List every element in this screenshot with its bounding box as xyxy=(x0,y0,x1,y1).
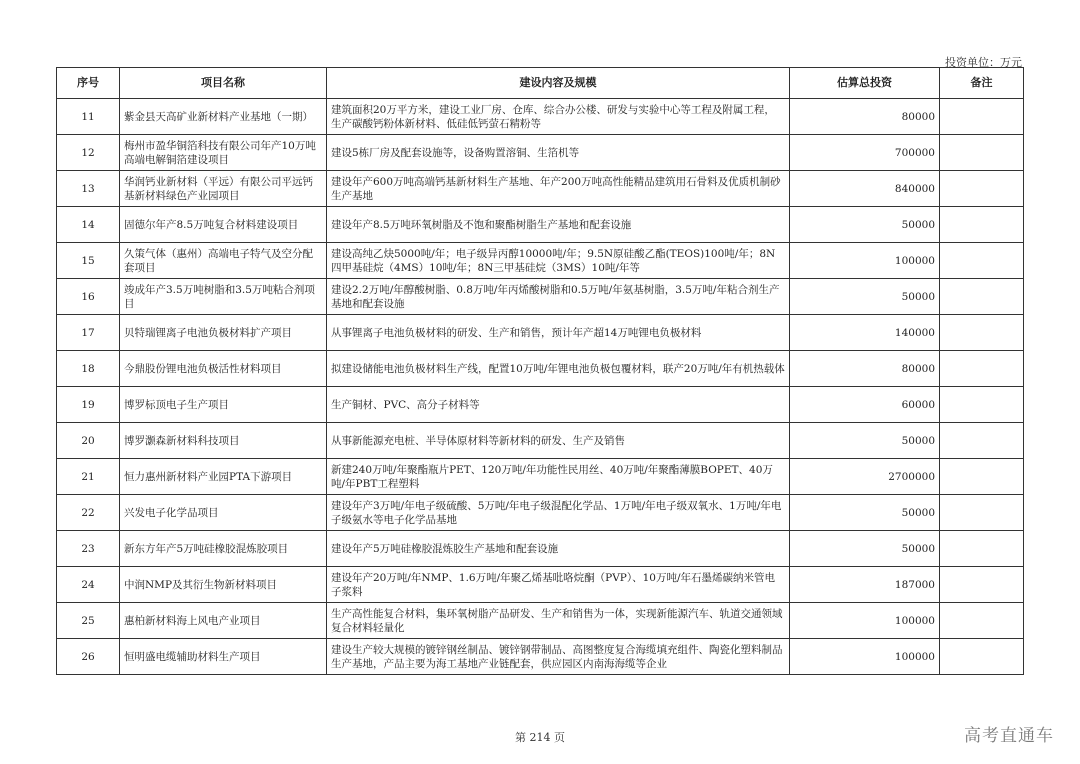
cell-scale: 建设年产600万吨高端钙基新材料生产基地、年产200万吨高性能精品建筑用石骨料及优质机制砂生产基地 xyxy=(327,171,790,207)
cell-scale: 建设高纯乙炔5000吨/年；电子级异丙醇10000吨/年；9.5N原硅酸乙酯(TEOS)100吨/年；8N四甲基硅烷（4MS）10吨/年；8N三甲基硅烷（3MS）10吨/年等 xyxy=(327,243,790,279)
cell-no: 19 xyxy=(57,387,120,423)
cell-remark xyxy=(940,99,1024,135)
table-row xyxy=(57,495,1024,531)
cell-project-name: 今鼎股份锂电池负极活性材料项目 xyxy=(120,351,327,387)
cell-project-name: 恒明盛电缆辅助材料生产项目 xyxy=(120,639,327,675)
cell-project-name: 紫金县天高矿业新材料产业基地（一期） xyxy=(120,99,327,135)
table-row xyxy=(57,171,1024,207)
cell-investment: 50000 xyxy=(790,279,940,315)
cell-project-name: 久策气体（惠州）高端电子特气及空分配套项目 xyxy=(120,243,327,279)
cell-no: 18 xyxy=(57,351,120,387)
cell-no: 20 xyxy=(57,423,120,459)
table-row xyxy=(57,639,1024,675)
cell-investment: 140000 xyxy=(790,315,940,351)
cell-no: 17 xyxy=(57,315,120,351)
header-no: 序号 xyxy=(57,68,120,99)
cell-no: 24 xyxy=(57,567,120,603)
cell-investment: 50000 xyxy=(790,531,940,567)
table-row xyxy=(57,459,1024,495)
cell-remark xyxy=(940,315,1024,351)
cell-project-name: 贝特瑞锂离子电池负极材料扩产项目 xyxy=(120,315,327,351)
header-name: 项目名称 xyxy=(120,68,327,99)
cell-scale: 建设年产3万吨/年电子级硫酸、5万吨/年电子级混配化学品、1万吨/年电子级双氧水、1万吨/年电子级氨水等电子化学品基地 xyxy=(327,495,790,531)
cell-investment: 2700000 xyxy=(790,459,940,495)
cell-scale: 拟建设储能电池负极材料生产线，配置10万吨/年锂电池负极包覆材料，联产20万吨/年有机热载体 xyxy=(327,351,790,387)
cell-remark xyxy=(940,351,1024,387)
cell-remark xyxy=(940,423,1024,459)
cell-scale: 建设年产8.5万吨环氧树脂及不饱和聚酯树脂生产基地和配套设施 xyxy=(327,207,790,243)
cell-remark xyxy=(940,459,1024,495)
cell-remark xyxy=(940,603,1024,639)
cell-scale: 建设年产5万吨硅橡胶混炼胶生产基地和配套设施 xyxy=(327,531,790,567)
cell-investment: 80000 xyxy=(790,351,940,387)
investment-unit-note: 投资单位：万元 xyxy=(945,56,1022,69)
cell-project-name: 梅州市盈华铜箔科技有限公司年产10万吨高端电解铜箔建设项目 xyxy=(120,135,327,171)
table-row xyxy=(57,315,1024,351)
cell-no: 26 xyxy=(57,639,120,675)
cell-investment: 100000 xyxy=(790,603,940,639)
cell-no: 25 xyxy=(57,603,120,639)
cell-investment: 100000 xyxy=(790,243,940,279)
cell-project-name: 惠柏新材料海上风电产业项目 xyxy=(120,603,327,639)
header-scale: 建设内容及规模 xyxy=(327,68,790,99)
cell-project-name: 兴发电子化学品项目 xyxy=(120,495,327,531)
cell-remark xyxy=(940,243,1024,279)
cell-remark xyxy=(940,207,1024,243)
table-row xyxy=(57,567,1024,603)
cell-project-name: 新东方年产5万吨硅橡胶混炼胶项目 xyxy=(120,531,327,567)
cell-investment: 60000 xyxy=(790,387,940,423)
cell-scale: 生产高性能复合材料，集环氧树脂产品研发、生产和销售为一体，实现新能源汽车、轨道交通领域复合材料轻量化 xyxy=(327,603,790,639)
cell-investment: 187000 xyxy=(790,567,940,603)
header-remark: 备注 xyxy=(940,68,1024,99)
cell-investment: 80000 xyxy=(790,99,940,135)
cell-remark xyxy=(940,135,1024,171)
cell-investment: 100000 xyxy=(790,639,940,675)
cell-project-name: 博罗标顶电子生产项目 xyxy=(120,387,327,423)
cell-project-name: 固德尔年产8.5万吨复合材料建设项目 xyxy=(120,207,327,243)
table-row xyxy=(57,243,1024,279)
table-row xyxy=(57,603,1024,639)
table-row xyxy=(57,207,1024,243)
cell-no: 14 xyxy=(57,207,120,243)
cell-investment: 50000 xyxy=(790,423,940,459)
cell-scale: 生产铜材、PVC、高分子材料等 xyxy=(327,387,790,423)
cell-remark xyxy=(940,639,1024,675)
watermark-text: 高考直通车 xyxy=(964,726,1054,746)
cell-investment: 50000 xyxy=(790,207,940,243)
cell-no: 11 xyxy=(57,99,120,135)
cell-scale: 建设生产较大规模的镀锌钢丝制品、镀锌钢带制品、高图整度复合海缆填充组件、陶瓷化塑料制品生产基地，产品主要为海工基地产业链配套，供应园区内南海海缆等企业 xyxy=(327,639,790,675)
header-invest: 估算总投资 xyxy=(790,68,940,99)
cell-remark xyxy=(940,495,1024,531)
cell-remark xyxy=(940,567,1024,603)
cell-scale: 建设5栋厂房及配套设施等，设备购置溶铜、生箔机等 xyxy=(327,135,790,171)
cell-no: 12 xyxy=(57,135,120,171)
cell-no: 16 xyxy=(57,279,120,315)
cell-project-name: 博罗灏森新材料科技项目 xyxy=(120,423,327,459)
cell-remark xyxy=(940,531,1024,567)
cell-remark xyxy=(940,171,1024,207)
cell-scale: 从事新能源充电桩、半导体原材料等新材料的研发、生产及销售 xyxy=(327,423,790,459)
cell-investment: 700000 xyxy=(790,135,940,171)
cell-investment: 50000 xyxy=(790,495,940,531)
table-row xyxy=(57,135,1024,171)
cell-investment: 840000 xyxy=(790,171,940,207)
cell-no: 23 xyxy=(57,531,120,567)
cell-scale: 从事锂离子电池负极材料的研发、生产和销售，预计年产超14万吨锂电负极材料 xyxy=(327,315,790,351)
cell-remark xyxy=(940,387,1024,423)
cell-no: 22 xyxy=(57,495,120,531)
cell-scale: 建筑面积20万平方米，建设工业厂房、仓库、综合办公楼、研发与实验中心等工程及附属工程，生产碳酸钙粉体新材料、低硅低钙萤石精粉等 xyxy=(327,99,790,135)
cell-no: 15 xyxy=(57,243,120,279)
table-body xyxy=(57,99,1024,675)
cell-project-name: 华润钙业新材料（平远）有限公司平远钙基新材料绿色产业园项目 xyxy=(120,171,327,207)
cell-project-name: 恒力惠州新材料产业园PTA下游项目 xyxy=(120,459,327,495)
project-table xyxy=(56,67,1024,675)
cell-scale: 新建240万吨/年聚酯瓶片PET、120万吨/年功能性民用丝、40万吨/年聚酯薄膜BOPET、40万吨/年PBT工程塑料 xyxy=(327,459,790,495)
cell-scale: 建设2.2万吨/年醇酸树脂、0.8万吨/年丙烯酸树脂和0.5万吨/年氨基树脂，3.5万吨/年粘合剂生产基地和配套设施 xyxy=(327,279,790,315)
cell-project-name: 竣成年产3.5万吨树脂和3.5万吨粘合剂项目 xyxy=(120,279,327,315)
table-row xyxy=(57,531,1024,567)
table-row xyxy=(57,279,1024,315)
page-number: 第 214 页 xyxy=(515,731,565,744)
cell-scale: 建设年产20万吨/年NMP、1.6万吨/年聚乙烯基吡咯烷酮（PVP）、10万吨/年石墨烯碳纳米管电子浆料 xyxy=(327,567,790,603)
table-row xyxy=(57,387,1024,423)
table-row xyxy=(57,423,1024,459)
cell-no: 21 xyxy=(57,459,120,495)
cell-project-name: 中润NMP及其衍生物新材料项目 xyxy=(120,567,327,603)
table-header-row xyxy=(57,68,1024,99)
cell-no: 13 xyxy=(57,171,120,207)
table-row xyxy=(57,99,1024,135)
cell-remark xyxy=(940,279,1024,315)
table-row xyxy=(57,351,1024,387)
